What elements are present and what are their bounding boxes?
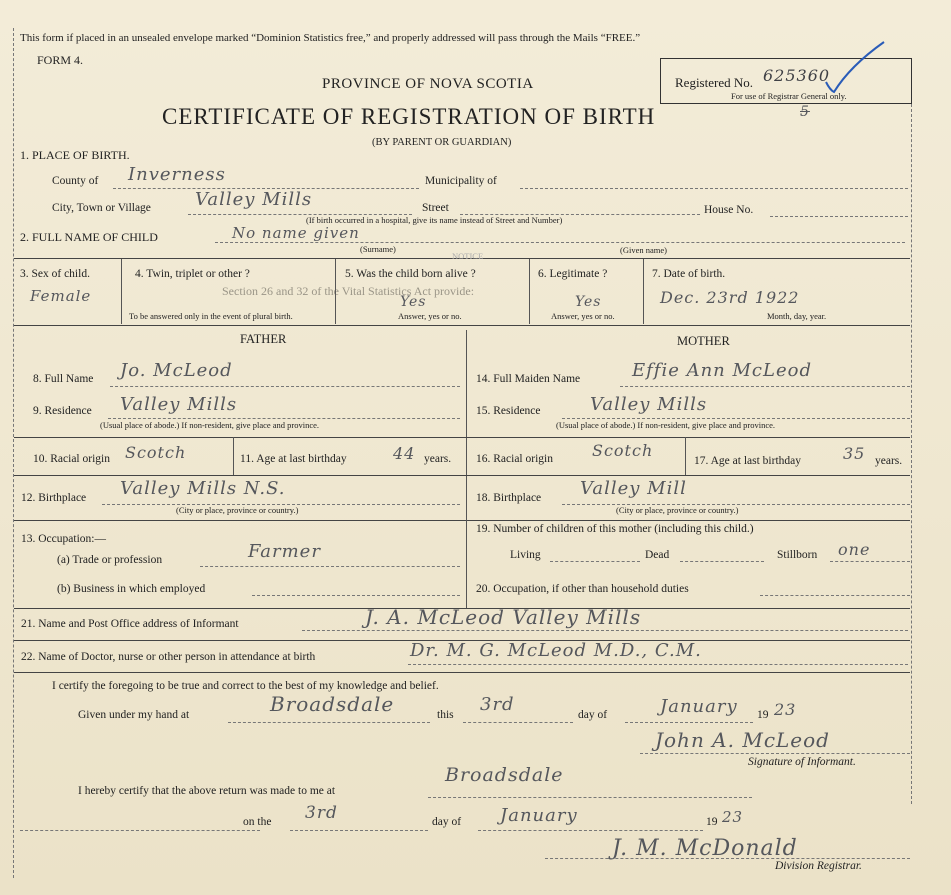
year-value: 23 <box>774 700 797 719</box>
street-note: (If birth occurred in a hospital, give its name instead of Street and Number) <box>306 215 563 225</box>
faint-notice-text: Section 26 and 32 of the Vital Statistics Act provide: <box>222 284 475 298</box>
form-number: FORM 4. <box>37 53 84 67</box>
check-mark-icon <box>820 36 890 96</box>
old-registration-number: 5 <box>800 104 810 120</box>
street-label: Street <box>422 202 449 214</box>
given-place-value: Broadsdale <box>270 692 395 716</box>
trade-value: Farmer <box>248 541 321 562</box>
date-of-birth-note: Month, day, year. <box>767 311 827 321</box>
child-name-label: 2. FULL NAME OF CHILD <box>20 230 158 244</box>
registered-number: 625360 <box>763 66 831 85</box>
living-label: Living <box>510 549 541 561</box>
mother-birthplace-note: (City or place, province or country.) <box>616 505 739 515</box>
this-day-value: 3rd <box>480 694 515 715</box>
county-value: Inverness <box>128 164 226 185</box>
mother-birthplace-value: Valley Mill <box>580 478 687 499</box>
born-alive-value: Yes <box>400 294 427 310</box>
month-value: January <box>660 696 738 717</box>
sex-label: 3. Sex of child. <box>20 268 90 280</box>
registrar-signature: J. M. McDonald <box>612 836 798 861</box>
father-heading: FATHER <box>240 332 287 346</box>
father-age-value: 44 <box>393 444 416 463</box>
father-birthplace-label: 12. Birthplace <box>21 492 87 504</box>
page-title: CERTIFICATE OF REGISTRATION OF BIRTH <box>162 104 656 129</box>
mother-age-value: 35 <box>843 444 866 463</box>
stillborn-value: one <box>838 540 871 559</box>
mother-name-label: 14. Full Maiden Name <box>476 373 581 385</box>
given-under-label: Given under my hand at <box>78 709 190 721</box>
father-name-value: Jo. McLeod <box>120 360 233 381</box>
house-number-label: House No. <box>704 204 754 216</box>
dead-label: Dead <box>645 549 670 561</box>
father-racial-value: Scotch <box>125 443 187 462</box>
registrar-day-value: 3rd <box>305 803 338 823</box>
day-of-label: day of <box>578 709 608 721</box>
year-prefix: 19 <box>757 709 769 721</box>
father-age-label: 11. Age at last birthday <box>240 453 347 465</box>
legitimate-value: Yes <box>575 294 602 310</box>
mother-birthplace-label: 18. Birthplace <box>476 492 542 504</box>
born-alive-note: Answer, yes or no. <box>398 311 462 321</box>
page-subtitle: (BY PARENT OR GUARDIAN) <box>372 137 512 148</box>
father-racial-label: 10. Racial origin <box>33 453 110 465</box>
mother-residence-note: (Usual place of abode.) If non-resident, give place and province. <box>556 420 776 430</box>
faint-notice-heading: NOTICE <box>452 251 484 261</box>
division-registrar-label: Division Registrar. <box>775 860 862 872</box>
informant-value: J. A. McLeod Valley Mills <box>365 605 642 629</box>
stillborn-label: Stillborn <box>777 549 818 561</box>
doctor-label: 22. Name of Doctor, nurse or other person in attendance at birth <box>21 651 316 663</box>
mother-residence-label: 15. Residence <box>476 405 541 417</box>
province-heading: PROVINCE OF NOVA SCOTIA <box>322 76 534 92</box>
father-years-label: years. <box>424 453 452 465</box>
registered-label: Registered No. <box>675 75 753 90</box>
mother-name-value: Effie Ann McLeod <box>632 360 812 381</box>
city-label: City, Town or Village <box>52 202 151 214</box>
informant-signature: John A. McLeod <box>655 728 830 752</box>
registrar-day-of-label: day of <box>432 816 462 828</box>
this-label: this <box>437 709 454 721</box>
twin-note: To be answered only in the event of plural birth. <box>129 311 293 321</box>
mother-residence-value: Valley Mills <box>590 394 708 415</box>
father-name-label: 8. Full Name <box>33 373 94 385</box>
legitimate-label: 6. Legitimate ? <box>538 268 608 280</box>
twin-label: 4. Twin, triplet or other ? <box>135 268 250 280</box>
signature-informant-label: Signature of Informant. <box>748 756 856 768</box>
on-the-label: on the <box>243 816 272 828</box>
father-residence-value: Valley Mills <box>120 394 238 415</box>
registrar-year-value: 23 <box>722 808 744 826</box>
date-of-birth-value: Dec. 23rd 1922 <box>660 288 800 307</box>
registrar-place-value: Broadsdale <box>445 764 564 786</box>
registrar-statement: I hereby certify that the above return was made to me at <box>78 785 336 797</box>
father-birthplace-note: (City or place, province or country.) <box>176 505 299 515</box>
business-label: (b) Business in which employed <box>57 583 206 595</box>
mother-racial-value: Scotch <box>592 441 654 460</box>
father-occupation-label: 13. Occupation:— <box>21 533 106 545</box>
municipality-label: Municipality of <box>425 175 497 187</box>
born-alive-label: 5. Was the child born alive ? <box>345 268 476 280</box>
city-value: Valley Mills <box>195 189 313 210</box>
father-residence-note: (Usual place of abode.) If non-resident, give place and province. <box>100 420 320 430</box>
mother-age-label: 17. Age at last birthday <box>694 455 801 467</box>
father-residence-label: 9. Residence <box>33 405 92 417</box>
certify-statement: I certify the foregoing to be true and correct to the best of my knowledge and belief. <box>52 680 439 692</box>
date-of-birth-label: 7. Date of birth. <box>652 268 726 280</box>
surname-note: (Surname) <box>360 244 396 254</box>
informant-label: 21. Name and Post Office address of Informant <box>21 618 239 630</box>
mother-years-label: years. <box>875 455 903 467</box>
child-name-value: No name given <box>232 224 360 242</box>
registrar-month-value: January <box>500 805 578 826</box>
trade-label: (a) Trade or profession <box>57 554 163 566</box>
place-of-birth-label: 1. PLACE OF BIRTH. <box>20 148 130 162</box>
county-label: County of <box>52 175 99 187</box>
mother-heading: MOTHER <box>677 334 730 348</box>
mother-racial-label: 16. Racial origin <box>476 453 553 465</box>
doctor-value: Dr. M. G. McLeod M.D., C.M. <box>410 640 702 661</box>
registrar-year-prefix: 19 <box>706 816 718 828</box>
registered-note: For use of Registrar General only. <box>731 91 847 101</box>
envelope-notice: This form if placed in an unsealed envelope marked “Dominion Statistics free,” and properly addressed will pass through the Mails “FREE.” <box>20 32 641 44</box>
sex-value: Female <box>30 287 92 305</box>
legitimate-note: Answer, yes or no. <box>551 311 615 321</box>
mother-occupation-label: 20. Occupation, if other than household duties <box>476 583 689 595</box>
given-name-note: (Given name) <box>620 245 667 255</box>
children-count-label: 19. Number of children of this mother (including this child.) <box>476 523 754 535</box>
father-birthplace-value: Valley Mills N.S. <box>120 478 286 499</box>
